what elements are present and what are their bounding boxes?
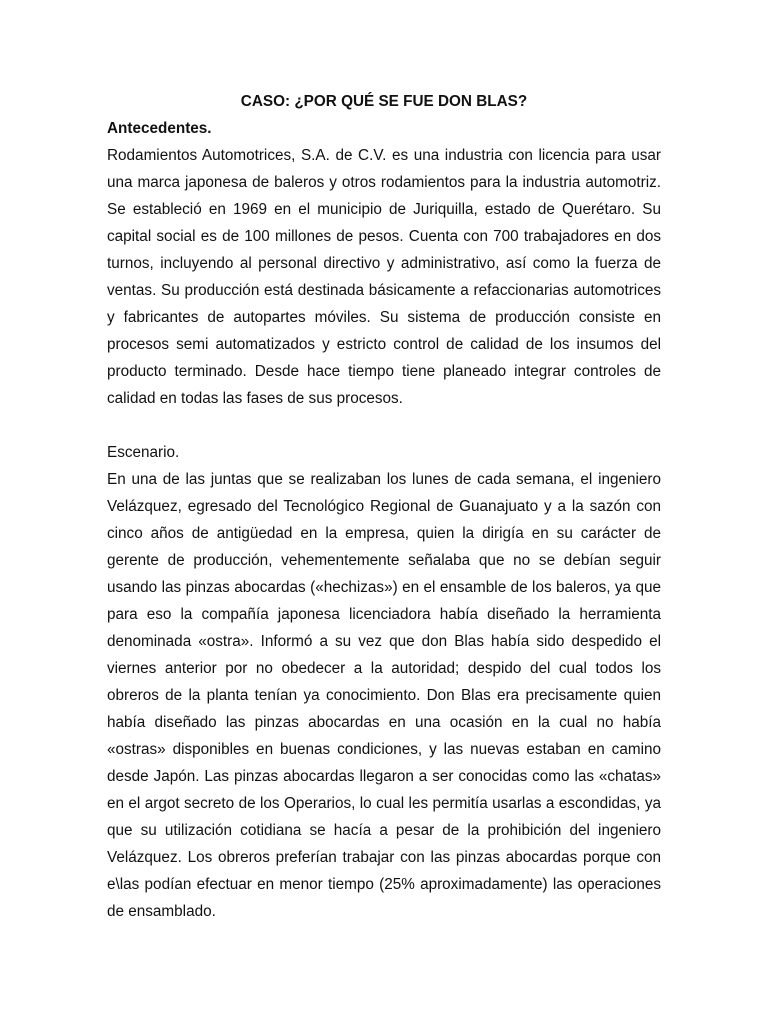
document-title: CASO: ¿POR QUÉ SE FUE DON BLAS? <box>240 93 528 110</box>
section-body-escenario: En una de las juntas que se realizaban los lunes de cada semana, el ingeniero Velázquez, egresado del Tecnológico Regional de Guanajuato y a la sazón con cinco años de antigüedad en la empresa, quien la dirigía en su carácter de gerente de producción, vehementemente señalaba que no se debían seguir usando las pinzas abocardas («hechizas») en el ensamble de los baleros, ya que para eso la compañía japonesa licenciadora había diseñado la herramienta denominada «ostra». Informó a su vez que don Blas había sido despedido el viernes anterior por no obedecer a la autoridad; despido del cual todos los obreros de la planta tenían ya conocimiento. Don Blas era precisamente quien había diseñado las pinzas abocardas en una ocasión en la cual no había «ostras» disponibles en buenas condiciones, y las nuevas estaban en camino desde Japón. Las pinzas abocardas llegaron a ser conocidas como las «chatas» en el argot secreto de los Operarios, lo cual les permitía usarlas a escondidas, ya que su utilización cotidiana se hacía a pesar de la prohibición del ingeniero Velázquez. Los obreros preferían trabajar con las pinzas abocardas porque con e\las podían efectuar en menor tiempo (25% aproximadamente) las operaciones de ensamblado. <box>107 471 661 920</box>
section-heading-antecedentes: Antecedentes. <box>107 120 212 137</box>
document-page <box>107 88 661 925</box>
section-heading-escenario: Escenario. <box>107 444 180 461</box>
paragraph-spacer <box>107 412 661 439</box>
section-body-antecedentes: Rodamientos Automotrices, S.A. de C.V. es una industria con licencia para usar una marca japonesa de baleros y otros rodamientos para la industria automotriz. Se estableció en 1969 en el municipio de Juriquilla, estado de Querétaro. Su capital social es de 100 millones de pesos. Cuenta con 700 trabajadores en dos turnos, incluyendo al personal directivo y administrativo, así como la fuerza de ventas. Su producción está destinada básicamente a refaccionarias automotrices y fabricantes de autopartes móviles. Su sistema de producción consiste en procesos semi automatizados y estricto control de calidad de los insumos del producto terminado. Desde hace tiempo tiene planeado integrar controles de calidad en todas las fases de sus procesos. <box>107 147 661 407</box>
